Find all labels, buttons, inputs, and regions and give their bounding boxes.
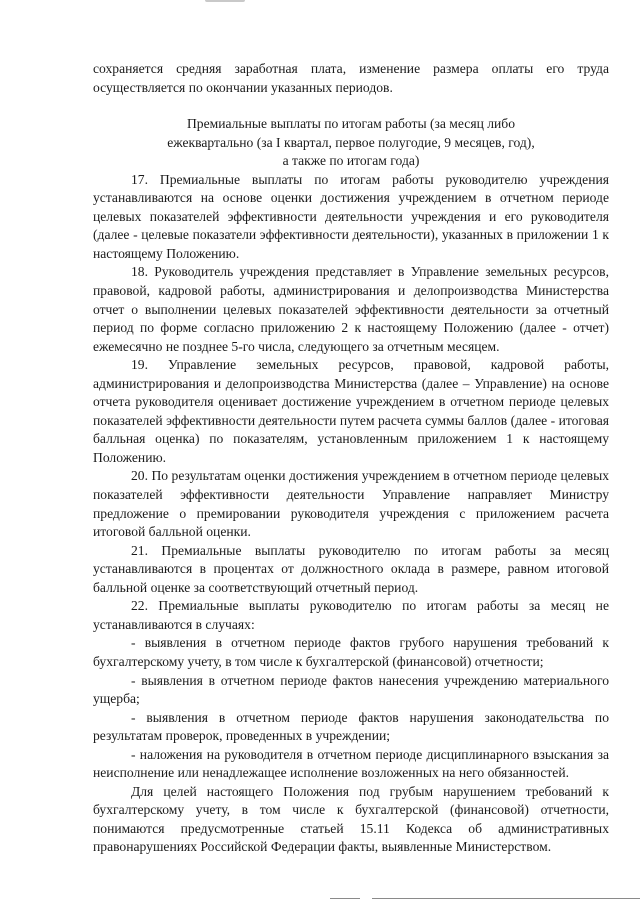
intro-paragraph: сохраняется средняя заработная плата, изменение размера оплаты его труда осуществляется по окончании указанных периодов. [93,61,609,95]
paragraph-17: 17. Премиальные выплаты по итогам работы руководителю учреждения устанавливаются на основе оценки достижения учреждением в отчетном периоде целевых показателей эффективности деятельности учреждения и его руководителя (далее - целевые показатели эффективности деятельности), указанных в приложении 1 к настоящему Положению. [93,171,609,261]
list-item: - выявления в отчетном периоде фактов нарушения законодательства по результатам проверок, проведенных в учреждении; [93,709,609,744]
scan-edge-line [372,898,640,899]
final-paragraph: Для целей настоящего Положения под грубым нарушением требований к бухгалтерскому учету, в том числе к бухгалтерской (финансовой) отчетности, понимаются предусмотренные статьей 15.11 Кодекса об административных правонарушениях Российской Федерации факты, выявленные Министерством. [93,783,609,855]
list-item: - выявления в отчетном периоде фактов грубого нарушения требований к бухгалтерскому учету, в том числе к бухгалтерской (финансовой) отчетности; [93,635,609,669]
section-heading [93,115,609,171]
paragraph-18: 18. Руководитель учреждения представляет в Управление земельных ресурсов, правовой, кадровой работы, администрирования и делопроизводства Министерства отчет о выполнении целевых показателей эффективности деятельности за отчетный период по форме согласно приложению 2 к настоящему Положению (далее - отчет) ежемесячно не позднее 5-го числа, следующего за отчетным месяцем. [93,264,609,354]
paragraph-20: 20. По результатам оценки достижения учреждением в отчетном периоде целевых показателей эффективности деятельности Управление направляет Министру предложение о премировании руководителя учреждения с приложением расчета итоговой балльной оценки. [93,468,609,540]
document-body [93,60,609,857]
list-item: - выявления в отчетном периоде фактов нанесения учреждению материального ущерба; [93,672,609,707]
list-item: - наложения на руководителя в отчетном периоде дисциплинарного взыскания за неисполнение или ненадлежащее исполнение возложенных на него обязанностей. [93,746,609,781]
paragraph-22: 22. Премиальные выплаты руководителю по итогам работы за месяц не устанавливаются в случаях: [93,598,609,632]
scan-mark [205,0,245,2]
heading-line-3: а также по итогам года) [282,153,420,169]
scan-edge-line [330,898,360,899]
heading-line-2: ежеквартально (за I квартал, первое полугодие, 9 месяцев, год), [167,134,535,150]
paragraph-19: 19. Управление земельных ресурсов, правовой, кадровой работы, администрирования и делопроизводства Министерства (далее – Управление) на основе отчета руководителя оценивает достижение учреждением в отчетном периоде целевых показателей эффективности деятельности путем расчета суммы баллов (далее - итоговая балльная оценка) по показателям, установленным приложением 1 к настоящему Положению. [93,357,609,465]
paragraph-21: 21. Премиальные выплаты руководителю по итогам работы за месяц устанавливаются в процентах от должностного оклада в размере, равном итоговой балльной оценке за соответствующий отчетный период. [93,542,609,595]
heading-line-1: Премиальные выплаты по итогам работы (за месяц либо [186,116,516,132]
